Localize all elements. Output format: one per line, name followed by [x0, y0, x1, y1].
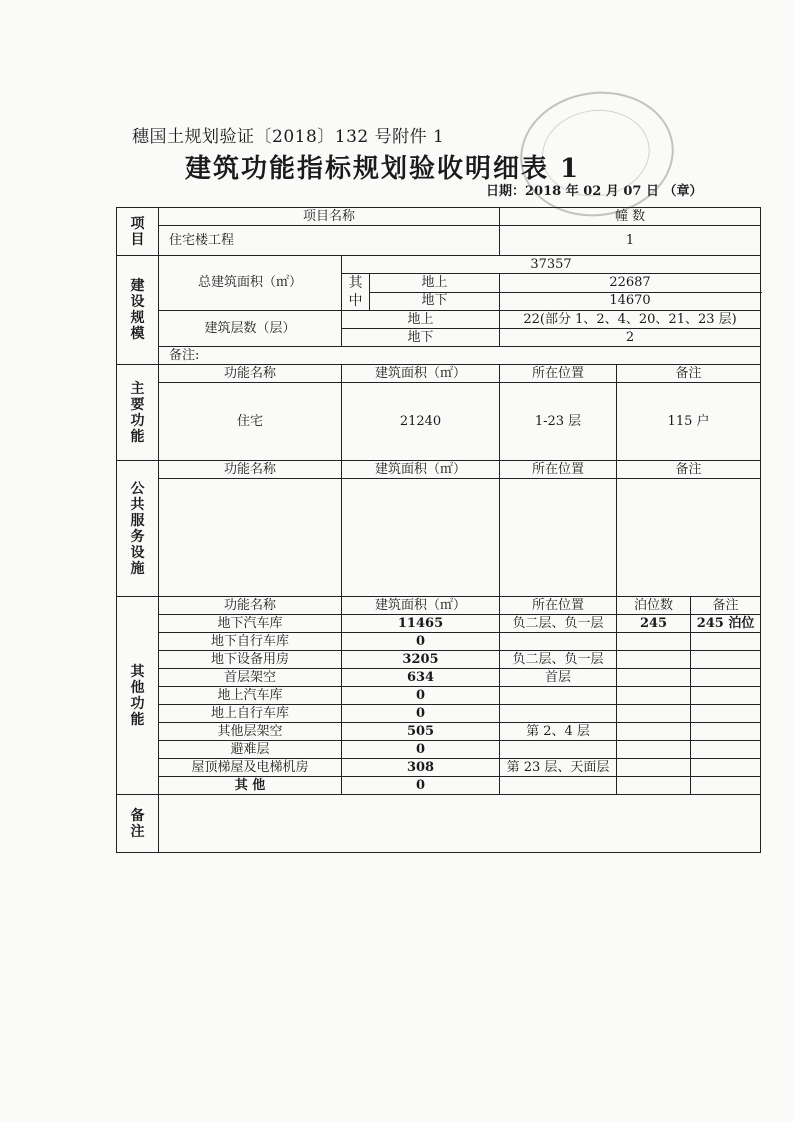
other-remark: [691, 651, 761, 669]
section-label-main-function: 主 要 功 能: [117, 365, 159, 461]
project-count: 1: [500, 226, 761, 256]
other-name: 避难层: [159, 741, 342, 759]
other-area: 308: [342, 759, 500, 777]
total-area-row: [117, 256, 761, 274]
other-name: 地上汽车库: [159, 687, 342, 705]
other-remark: 245 泊位: [691, 615, 761, 633]
other-header-name: 功能名称: [159, 597, 342, 615]
floors-above-label: 地上: [342, 311, 500, 329]
other-berths: [617, 669, 691, 687]
other-location: [500, 741, 617, 759]
other-function-header-row: [117, 597, 761, 615]
floors-above-value: 22(部分 1、2、4、20、21、23 层): [500, 311, 761, 329]
public-header-remark: 备注: [617, 461, 761, 479]
project-header-row: [117, 208, 761, 226]
other-name: 地下汽车库: [159, 615, 342, 633]
public-header-area: 建筑面积（㎡）: [342, 461, 500, 479]
other-remark: [691, 633, 761, 651]
other-location: 第 2、4 层: [500, 723, 617, 741]
other-area: 505: [342, 723, 500, 741]
other-remark: [691, 705, 761, 723]
main-header-area: 建筑面积（㎡）: [342, 365, 500, 383]
below-area-value: 14670: [500, 292, 761, 311]
other-location: [500, 633, 617, 651]
floors-below-label: 地下: [342, 329, 500, 347]
public-service-header-row: [117, 461, 761, 479]
other-function-row: [117, 669, 761, 687]
remarks-row: [117, 795, 761, 853]
other-area: 0: [342, 705, 500, 723]
above-area-label: 地上: [370, 274, 500, 293]
other-function-row: [117, 705, 761, 723]
public-service-empty-row: [117, 479, 761, 597]
other-function-row: [117, 615, 761, 633]
other-name: 地下设备用房: [159, 651, 342, 669]
other-name: 地下自行车库: [159, 633, 342, 651]
main-function-area: 21240: [342, 383, 500, 461]
public-empty-cell: [500, 479, 617, 597]
project-row: [117, 226, 761, 256]
other-function-row: [117, 741, 761, 759]
other-remark: [691, 777, 761, 795]
remarks-content: [159, 795, 761, 853]
other-function-row: [117, 777, 761, 795]
other-name: 地上自行车库: [159, 705, 342, 723]
other-area: 634: [342, 669, 500, 687]
other-location: [500, 777, 617, 795]
other-remark: [691, 759, 761, 777]
other-name: 其他层架空: [159, 723, 342, 741]
section-label-public-service: 公 共 服 务 设 施: [117, 461, 159, 597]
other-header-location: 所在位置: [500, 597, 617, 615]
floors-label: 建筑层数（层）: [159, 311, 342, 347]
other-area: 11465: [342, 615, 500, 633]
other-location: 负二层、负一层: [500, 651, 617, 669]
other-location: 第 23 层、天面层: [500, 759, 617, 777]
of-which-label: 其 中: [342, 274, 370, 311]
project-count-header: 幢 数: [500, 208, 761, 226]
section-label-project: 项 目: [117, 208, 159, 256]
public-empty-cell: [617, 479, 761, 597]
main-function-header-row: [117, 365, 761, 383]
other-berths: [617, 741, 691, 759]
below-area-label: 地下: [370, 292, 500, 311]
main-header-remark: 备注: [617, 365, 761, 383]
other-function-row: [117, 723, 761, 741]
scale-remark: 备注:: [159, 347, 761, 365]
other-berths: [617, 759, 691, 777]
other-function-row: [117, 687, 761, 705]
other-name: 首层架空: [159, 669, 342, 687]
main-function-row: [117, 383, 761, 461]
other-header-area: 建筑面积（㎡）: [342, 597, 500, 615]
other-header-remark: 备注: [691, 597, 761, 615]
section-label-other-function: 其 他 功 能: [117, 597, 159, 795]
main-header-name: 功能名称: [159, 365, 342, 383]
other-berths: 245: [617, 615, 691, 633]
other-area: 0: [342, 777, 500, 795]
above-area-value: 22687: [500, 274, 761, 293]
other-area: 0: [342, 687, 500, 705]
project-name-header: 项目名称: [159, 208, 500, 226]
document-date: 日期：2018 年 02 月 07 日 （章）: [486, 184, 703, 199]
total-area-value: 37357: [342, 256, 761, 274]
main-function-location: 1-23 层: [500, 383, 617, 461]
other-remark: [691, 723, 761, 741]
other-berths: [617, 651, 691, 669]
other-function-row: [117, 651, 761, 669]
other-berths: [617, 705, 691, 723]
other-remark: [691, 741, 761, 759]
project-name: 住宅楼工程: [159, 226, 500, 256]
main-function-name: 住宅: [159, 383, 342, 461]
other-berths: [617, 687, 691, 705]
other-function-row: [117, 633, 761, 651]
other-function-row: [117, 759, 761, 777]
other-remark: [691, 669, 761, 687]
other-berths: [617, 777, 691, 795]
other-area: 0: [342, 633, 500, 651]
public-header-location: 所在位置: [500, 461, 617, 479]
other-name: 其 他: [159, 777, 342, 795]
public-empty-cell: [342, 479, 500, 597]
other-location: 负二层、负一层: [500, 615, 617, 633]
main-header-location: 所在位置: [500, 365, 617, 383]
floors-above-row: [117, 311, 761, 329]
acceptance-table: [116, 207, 761, 853]
other-location: 首层: [500, 669, 617, 687]
other-remark: [691, 687, 761, 705]
other-berths: [617, 633, 691, 651]
other-header-berths: 泊位数: [617, 597, 691, 615]
total-area-label: 总建筑面积（㎡）: [159, 256, 342, 311]
other-location: [500, 705, 617, 723]
document-title: 建筑功能指标规划验收明细表 1: [185, 154, 581, 184]
other-area: 0: [342, 741, 500, 759]
floors-below-value: 2: [500, 329, 761, 347]
section-label-scale: 建 设 规 模: [117, 256, 159, 365]
other-location: [500, 687, 617, 705]
other-berths: [617, 723, 691, 741]
other-name: 屋顶梯屋及电梯机房: [159, 759, 342, 777]
scale-remark-row: [117, 347, 761, 365]
section-label-remarks: 备 注: [117, 795, 159, 853]
other-area: 3205: [342, 651, 500, 669]
document-reference: 穗国土规划验证〔2018〕132 号附件 1: [132, 127, 445, 147]
main-function-remark: 115 户: [617, 383, 761, 461]
public-empty-cell: [159, 479, 342, 597]
public-header-name: 功能名称: [159, 461, 342, 479]
